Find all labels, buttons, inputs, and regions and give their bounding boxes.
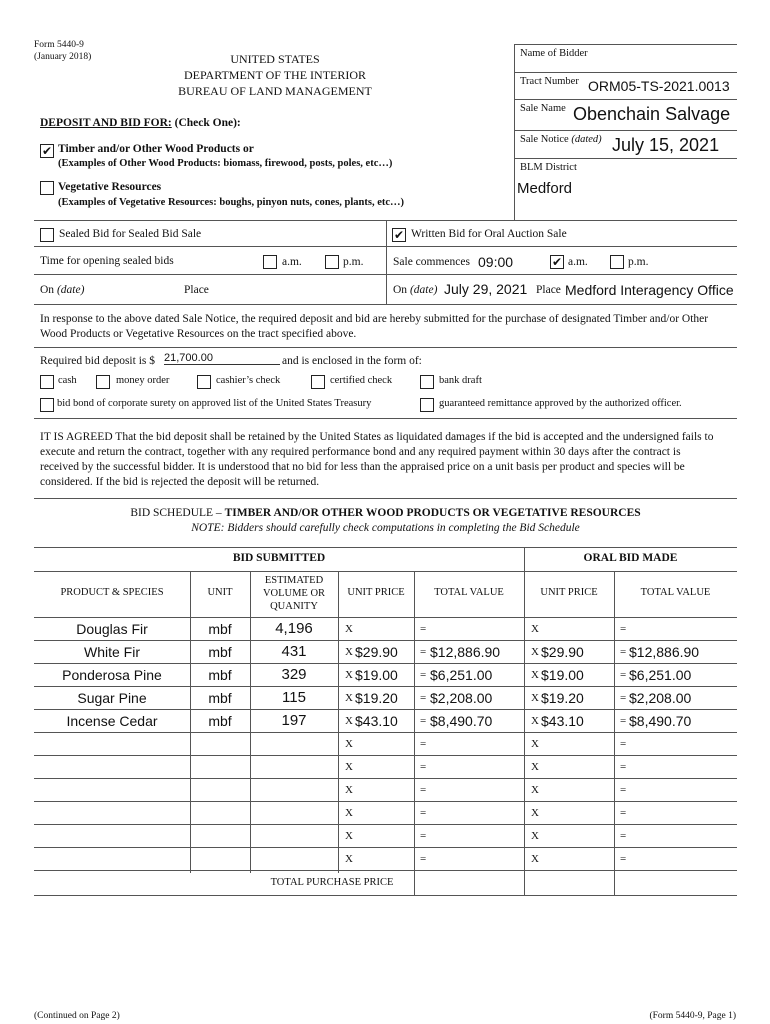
oral-am-checkbox[interactable]: ✔ xyxy=(551,255,563,269)
sale-notice-dated: (dated) xyxy=(571,134,602,145)
unit-price-cell[interactable]: $43.10 xyxy=(355,713,398,729)
agreement-text: IT IS AGREED That the bid deposit shall be retained by the United States as liquidated damages if the bid is accepted and the undersigned fails to execute and return the contract, together with any required performance bond and any required payment within 30 days after the contract is received by the successful bidder. It is understood that no bid for less than the appraised price on a unit basis per product and species will be considered. If the bid is rejected the deposit will be returned. xyxy=(40,431,714,488)
times-sign: X xyxy=(345,623,353,635)
species-cell[interactable]: White Fir xyxy=(84,644,140,660)
blm-district-field[interactable]: Medford xyxy=(517,180,573,197)
schedule-title xyxy=(34,507,737,519)
table-row-divider xyxy=(34,709,737,710)
sealed-bid-label: Sealed Bid for Sealed Bid Sale xyxy=(59,228,202,240)
oral-pm-label: p.m. xyxy=(628,256,649,268)
oral-times-sign: X xyxy=(531,784,539,796)
equals-sign: = xyxy=(420,669,427,681)
vegetative-checkbox[interactable] xyxy=(40,181,54,195)
sale-notice-field[interactable]: July 15, 2021 xyxy=(612,135,720,155)
agency-line2: DEPARTMENT OF THE INTERIOR xyxy=(183,68,367,82)
oral-times-sign: X xyxy=(531,761,539,773)
equals-sign: = xyxy=(420,623,427,635)
agency-line3: BUREAU OF LAND MANAGEMENT xyxy=(178,84,372,98)
bidder-label: Name of Bidder xyxy=(520,48,588,59)
sale-notice-label: Sale Notice xyxy=(520,134,569,145)
sealed-bid-checkbox[interactable] xyxy=(40,228,54,242)
species-cell[interactable]: Douglas Fir xyxy=(76,621,148,637)
sale-name-label: Sale Name xyxy=(520,103,566,114)
oral-bid-made-header: ORAL BID MADE xyxy=(583,552,678,564)
table-row-divider xyxy=(34,663,737,664)
equals-sign: = xyxy=(420,784,427,796)
unit-cell[interactable]: mbf xyxy=(208,621,232,637)
times-sign: X xyxy=(345,853,353,865)
oral-date-text: (date) xyxy=(409,284,438,296)
oral-equals-sign: = xyxy=(620,784,627,796)
oral-times-sign: X xyxy=(531,669,539,681)
schedule-title-prefix: BID SCHEDULE – xyxy=(130,507,225,519)
money-order-label: money order xyxy=(116,375,170,386)
times-sign: X xyxy=(345,784,353,796)
sealed-date-text: (date) xyxy=(56,284,85,296)
total-value-cell[interactable]: $6,251.00 xyxy=(430,667,493,683)
table-row-divider xyxy=(34,778,737,779)
oral-total-value-cell[interactable]: $8,490.70 xyxy=(629,713,692,729)
form-date: (January 2018) xyxy=(34,52,92,62)
oral-times-sign: X xyxy=(531,692,539,704)
oral-times-sign: X xyxy=(531,853,539,865)
oral-auction-label: Written Bid for Oral Auction Sale xyxy=(411,228,567,240)
table-row-divider xyxy=(34,870,737,871)
col-total-header: TOTAL VALUE xyxy=(434,587,504,598)
table-row-divider xyxy=(34,686,737,687)
table-row-divider xyxy=(34,732,737,733)
oral-unit-price-cell[interactable]: $43.10 xyxy=(541,713,584,729)
table-row-divider xyxy=(34,847,737,848)
sale-name-field[interactable]: Obenchain Salvage xyxy=(573,104,731,124)
cashiers-check-checkbox[interactable] xyxy=(197,375,211,389)
sealed-pm-checkbox[interactable] xyxy=(325,255,339,269)
total-value-cell[interactable]: $2,208.00 xyxy=(430,690,493,706)
col-product-header: PRODUCT & SPECIES xyxy=(60,587,164,598)
total-value-cell[interactable]: $8,490.70 xyxy=(430,713,493,729)
form-number: Form 5440-9 xyxy=(34,40,84,50)
times-sign: X xyxy=(345,807,353,819)
oral-total-value-cell[interactable]: $2,208.00 xyxy=(629,690,692,706)
oral-times-sign: X xyxy=(531,807,539,819)
bank-draft-checkbox[interactable] xyxy=(420,375,434,389)
col-unit-header: UNIT xyxy=(207,587,233,598)
oral-equals-sign: = xyxy=(620,807,627,819)
sealed-pm-label: p.m. xyxy=(343,256,364,268)
equals-sign: = xyxy=(420,807,427,819)
vegetative-label: Vegetative Resources xyxy=(58,181,162,193)
sealed-am-checkbox[interactable] xyxy=(263,255,277,269)
oral-times-sign: X xyxy=(531,623,539,635)
guaranteed-remittance-label: guaranteed remittance approved by the authorized officer. xyxy=(439,398,682,409)
cashiers-check-label: cashier’s check xyxy=(216,375,281,386)
required-deposit-suffix: and is enclosed in the form of: xyxy=(282,355,422,367)
sealed-date-label xyxy=(40,284,84,296)
sale-commences-field[interactable]: 09:00 xyxy=(478,254,514,270)
oral-am-label: a.m. xyxy=(568,256,588,268)
equals-sign: = xyxy=(420,692,427,704)
bid-submitted-header: BID SUBMITTED xyxy=(232,552,326,564)
equals-sign: = xyxy=(420,646,427,658)
oral-pm-checkbox[interactable] xyxy=(610,255,624,269)
guaranteed-remittance-checkbox[interactable] xyxy=(420,398,434,412)
times-sign: X xyxy=(345,646,353,658)
tract-number-label: Tract Number xyxy=(520,76,579,87)
volume-cell[interactable]: 329 xyxy=(281,666,307,683)
volume-cell[interactable]: 115 xyxy=(282,689,306,706)
oral-date-field[interactable]: July 29, 2021 xyxy=(444,281,528,297)
oral-unit-price-cell[interactable]: $19.20 xyxy=(541,690,584,706)
col-oral-total-header: TOTAL VALUE xyxy=(640,587,711,598)
total-purchase-price-label: TOTAL PURCHASE PRICE xyxy=(270,877,394,888)
deposit-heading xyxy=(40,117,241,129)
oral-unit-price-cell[interactable]: $19.00 xyxy=(541,667,584,683)
equals-sign: = xyxy=(420,853,427,865)
unit-cell[interactable]: mbf xyxy=(208,644,232,660)
times-sign: X xyxy=(345,669,353,681)
equals-sign: = xyxy=(420,830,427,842)
oral-total-value-cell[interactable]: $6,251.00 xyxy=(629,667,692,683)
timber-examples: (Examples of Other Wood Products: biomass, firewood, posts, poles, etc…) xyxy=(58,158,393,169)
unit-cell[interactable]: mbf xyxy=(208,667,232,683)
oral-equals-sign: = xyxy=(620,738,627,750)
volume-cell[interactable]: 4,196 xyxy=(275,620,313,637)
species-cell[interactable]: Sugar Pine xyxy=(77,690,147,706)
bid-bond-checkbox[interactable] xyxy=(40,398,54,412)
timber-checkbox[interactable]: ✔ xyxy=(41,144,53,158)
species-cell[interactable]: Incense Cedar xyxy=(66,713,158,729)
footer-page: (Form 5440-9, Page 1) xyxy=(649,1011,736,1021)
times-sign: X xyxy=(345,692,353,704)
blm-district-label: BLM District xyxy=(520,162,577,173)
species-cell[interactable]: Ponderosa Pine xyxy=(62,667,162,683)
col-oral-unit-price-header: UNIT PRICE xyxy=(540,587,598,598)
tract-number-field[interactable]: ORM05-TS-2021.0013 xyxy=(588,78,730,94)
oral-times-sign: X xyxy=(531,715,539,727)
unit-price-cell[interactable]: $19.00 xyxy=(355,667,398,683)
table-row-divider xyxy=(34,640,737,641)
schedule-note-label: NOTE: xyxy=(191,522,225,534)
times-sign: X xyxy=(345,715,353,727)
bank-draft-label: bank draft xyxy=(439,375,482,386)
schedule-note xyxy=(34,522,737,534)
sealed-am-label: a.m. xyxy=(282,256,302,268)
volume-cell[interactable]: 431 xyxy=(281,643,307,660)
bid-bond-label: bid bond of corporate surety on approved list of the United States Treasury xyxy=(57,398,372,409)
unit-cell[interactable]: mbf xyxy=(208,713,232,729)
equals-sign: = xyxy=(420,738,427,750)
schedule-title-bold: TIMBER AND/OR OTHER WOOD PRODUCTS OR VEGETATIVE RESOURCES xyxy=(224,507,641,519)
oral-equals-sign: = xyxy=(620,761,627,773)
oral-on-text: On xyxy=(393,284,408,296)
oral-equals-sign: = xyxy=(620,669,627,681)
timber-label: Timber and/or Other Wood Products or xyxy=(58,143,254,155)
oral-place-label: Place xyxy=(536,284,561,296)
table-row-divider xyxy=(34,801,737,802)
col-volume-header: ESTIMATED VOLUME OR QUANITY xyxy=(262,575,326,612)
response-text: In response to the above dated Sale Notice, the required deposit and bid are hereby submitted for the purchase of designated Timber and/or Other Wood Products or Vegetative Resources on the tract specified above. xyxy=(40,313,709,340)
times-sign: X xyxy=(345,761,353,773)
oral-equals-sign: = xyxy=(620,853,627,865)
oral-times-sign: X xyxy=(531,738,539,750)
oral-equals-sign: = xyxy=(620,623,627,635)
oral-equals-sign: = xyxy=(620,830,627,842)
oral-times-sign: X xyxy=(531,830,539,842)
oral-equals-sign: = xyxy=(620,715,627,727)
table-row-divider xyxy=(34,755,737,756)
unit-price-cell[interactable]: $29.90 xyxy=(355,644,398,660)
oral-times-sign: X xyxy=(531,646,539,658)
sale-commences-label: Sale commences xyxy=(393,256,470,268)
cash-checkbox[interactable] xyxy=(40,375,54,389)
schedule-note-text: Bidders should carefully check computations in completing the Bid Schedule xyxy=(224,522,580,534)
cash-label: cash xyxy=(58,375,77,386)
equals-sign: = xyxy=(420,761,427,773)
oral-total-value-cell[interactable]: $12,886.90 xyxy=(629,644,700,660)
vegetative-examples: (Examples of Vegetative Resources: boughs, pinyon nuts, cones, plants, etc…) xyxy=(58,197,405,208)
col-unit-price-header: UNIT PRICE xyxy=(347,587,405,598)
sale-notice-label-group xyxy=(520,134,602,145)
times-sign: X xyxy=(345,738,353,750)
oral-date-label xyxy=(393,284,437,296)
unit-cell[interactable]: mbf xyxy=(208,690,232,706)
deposit-heading-suffix: (Check One): xyxy=(171,117,241,129)
times-sign: X xyxy=(345,830,353,842)
certified-check-checkbox[interactable] xyxy=(311,375,325,389)
deposit-heading-text: DEPOSIT AND BID FOR: xyxy=(40,117,172,129)
sealed-on-text: On xyxy=(40,284,55,296)
unit-price-cell[interactable]: $19.20 xyxy=(355,690,398,706)
equals-sign: = xyxy=(420,715,427,727)
oral-place-field[interactable]: Medford Interagency Office xyxy=(565,282,734,298)
required-deposit-label: Required bid deposit is $ xyxy=(40,355,155,367)
oral-equals-sign: = xyxy=(620,646,627,658)
volume-cell[interactable]: 197 xyxy=(281,712,307,729)
oral-auction-checkbox[interactable]: ✔ xyxy=(393,228,405,242)
sealed-place-label: Place xyxy=(184,284,209,296)
total-value-cell[interactable]: $12,886.90 xyxy=(430,644,501,660)
certified-check-label: certified check xyxy=(330,375,393,386)
agency-line1: UNITED STATES xyxy=(230,52,320,66)
time-sealed-label: Time for opening sealed bids xyxy=(40,255,174,267)
money-order-checkbox[interactable] xyxy=(96,375,110,389)
table-row-divider xyxy=(34,824,737,825)
required-deposit-field[interactable]: 21,700.00 xyxy=(164,352,280,365)
footer-continued: (Continued on Page 2) xyxy=(34,1011,120,1021)
oral-unit-price-cell[interactable]: $29.90 xyxy=(541,644,584,660)
oral-equals-sign: = xyxy=(620,692,627,704)
